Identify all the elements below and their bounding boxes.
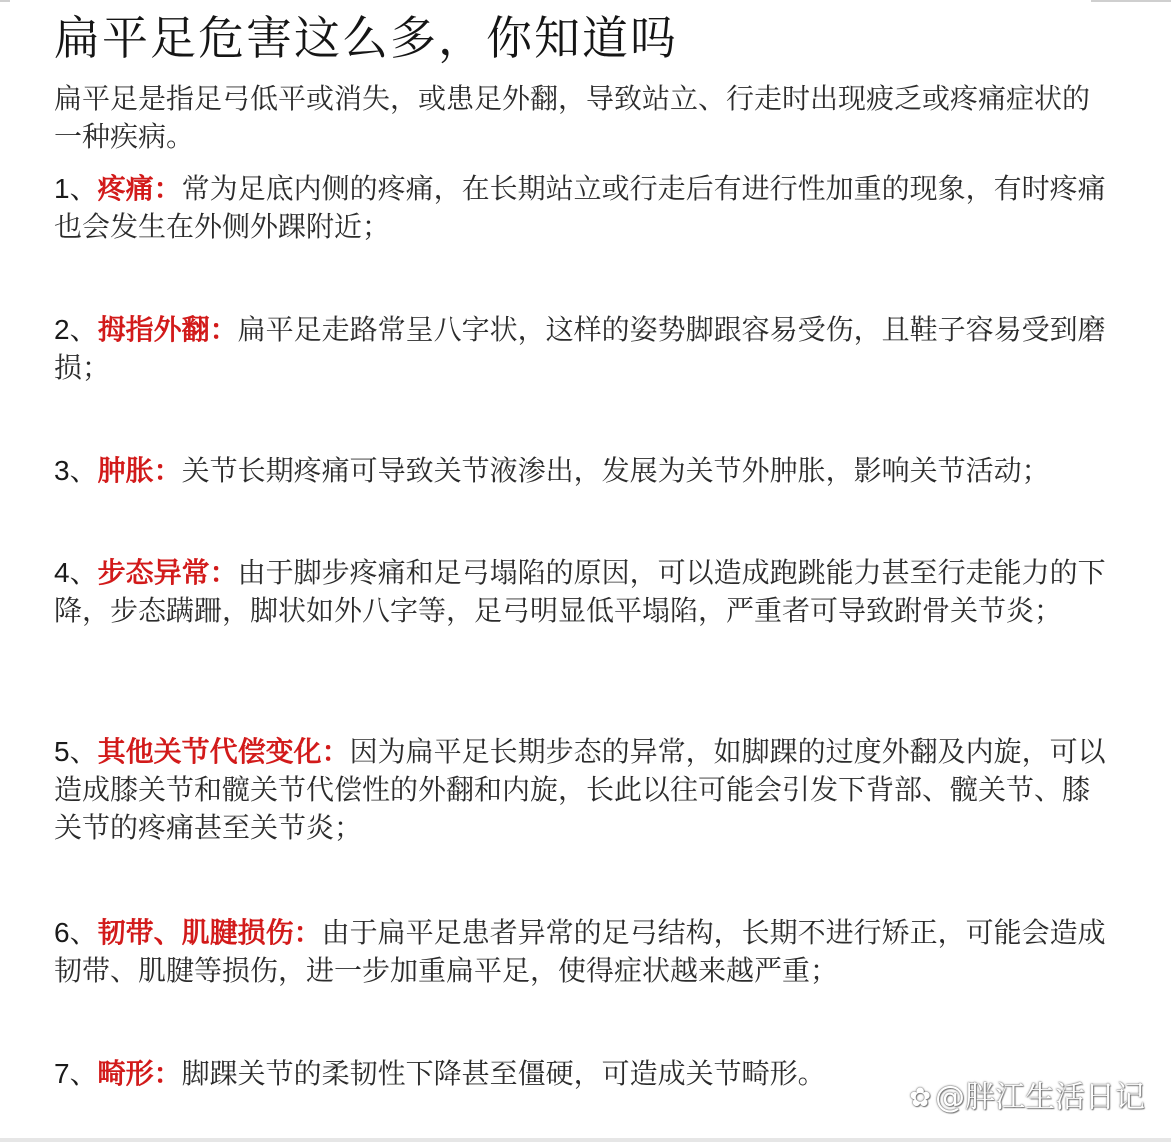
top-right-rule	[1091, 0, 1171, 2]
item-number: 5、	[54, 736, 98, 767]
watermark	[909, 1078, 1145, 1118]
item-body: 由于脚步疼痛和足弓塌陷的原因，可以造成跑跳能力甚至行走能力的下降，步态蹒跚，脚状如外八字等，足弓明显低平塌陷，严重者可导致跗骨关节炎；	[54, 556, 1106, 627]
item-body: 扁平足走路常呈八字状，这样的姿势脚跟容易受伤，且鞋子容易受到磨损；	[54, 313, 1106, 384]
item-body: 关节长期疼痛可导致关节液渗出，发展为关节外肿胀，影响关节活动；	[181, 454, 1050, 487]
item-number: 7、	[54, 1058, 98, 1089]
item-number: 3、	[54, 455, 98, 486]
item-heading: 疼痛：	[97, 172, 182, 205]
article-intro: 扁平足是指足弓低平或消失，或患足外翻，导致站立、行走时出现疲乏或疼痛症状的一种疾病。	[54, 82, 1091, 153]
list-item	[54, 914, 1114, 990]
item-body: 因为扁平足长期步态的异常，如脚踝的过度外翻及内旋，可以造成膝关节和髋关节代偿性的外翻和内旋，长此以往可能会引发下背部、髋关节、膝关节的疼痛甚至关节炎；	[54, 735, 1106, 844]
top-left-rule	[0, 0, 10, 2]
item-number: 2、	[54, 314, 98, 345]
bottom-rule	[0, 1138, 1171, 1142]
item-number: 1、	[54, 173, 98, 204]
paw-icon: ✿	[909, 1083, 931, 1113]
item-heading: 韧带、肌腱损伤：	[97, 916, 322, 949]
list-item	[54, 554, 1114, 630]
item-body: 由于扁平足患者异常的足弓结构，长期不进行矫正，可能会造成韧带、肌腱等损伤，进一步加重扁平足，使得症状越来越严重；	[54, 916, 1106, 987]
item-number: 6、	[54, 917, 98, 948]
item-heading: 畸形：	[97, 1057, 182, 1090]
list-item	[54, 733, 1114, 847]
item-number: 4、	[54, 557, 98, 588]
list-item	[54, 170, 1114, 246]
item-heading: 拇指外翻：	[97, 313, 238, 346]
article-title: 扁平足危害这么多，你知道吗	[54, 11, 678, 65]
watermark-text: @胖江生活日记	[935, 1080, 1145, 1115]
item-body: 常为足底内侧的疼痛，在长期站立或行走后有进行性加重的现象，有时疼痛也会发生在外侧外踝附近；	[54, 172, 1106, 243]
item-body: 脚踝关节的柔韧性下降甚至僵硬，可造成关节畸形。	[181, 1057, 826, 1090]
list-item	[54, 311, 1114, 387]
item-heading: 其他关节代偿变化：	[97, 735, 350, 768]
list-item	[54, 452, 1114, 490]
item-heading: 步态异常：	[97, 556, 238, 589]
item-heading: 肿胀：	[97, 454, 182, 487]
